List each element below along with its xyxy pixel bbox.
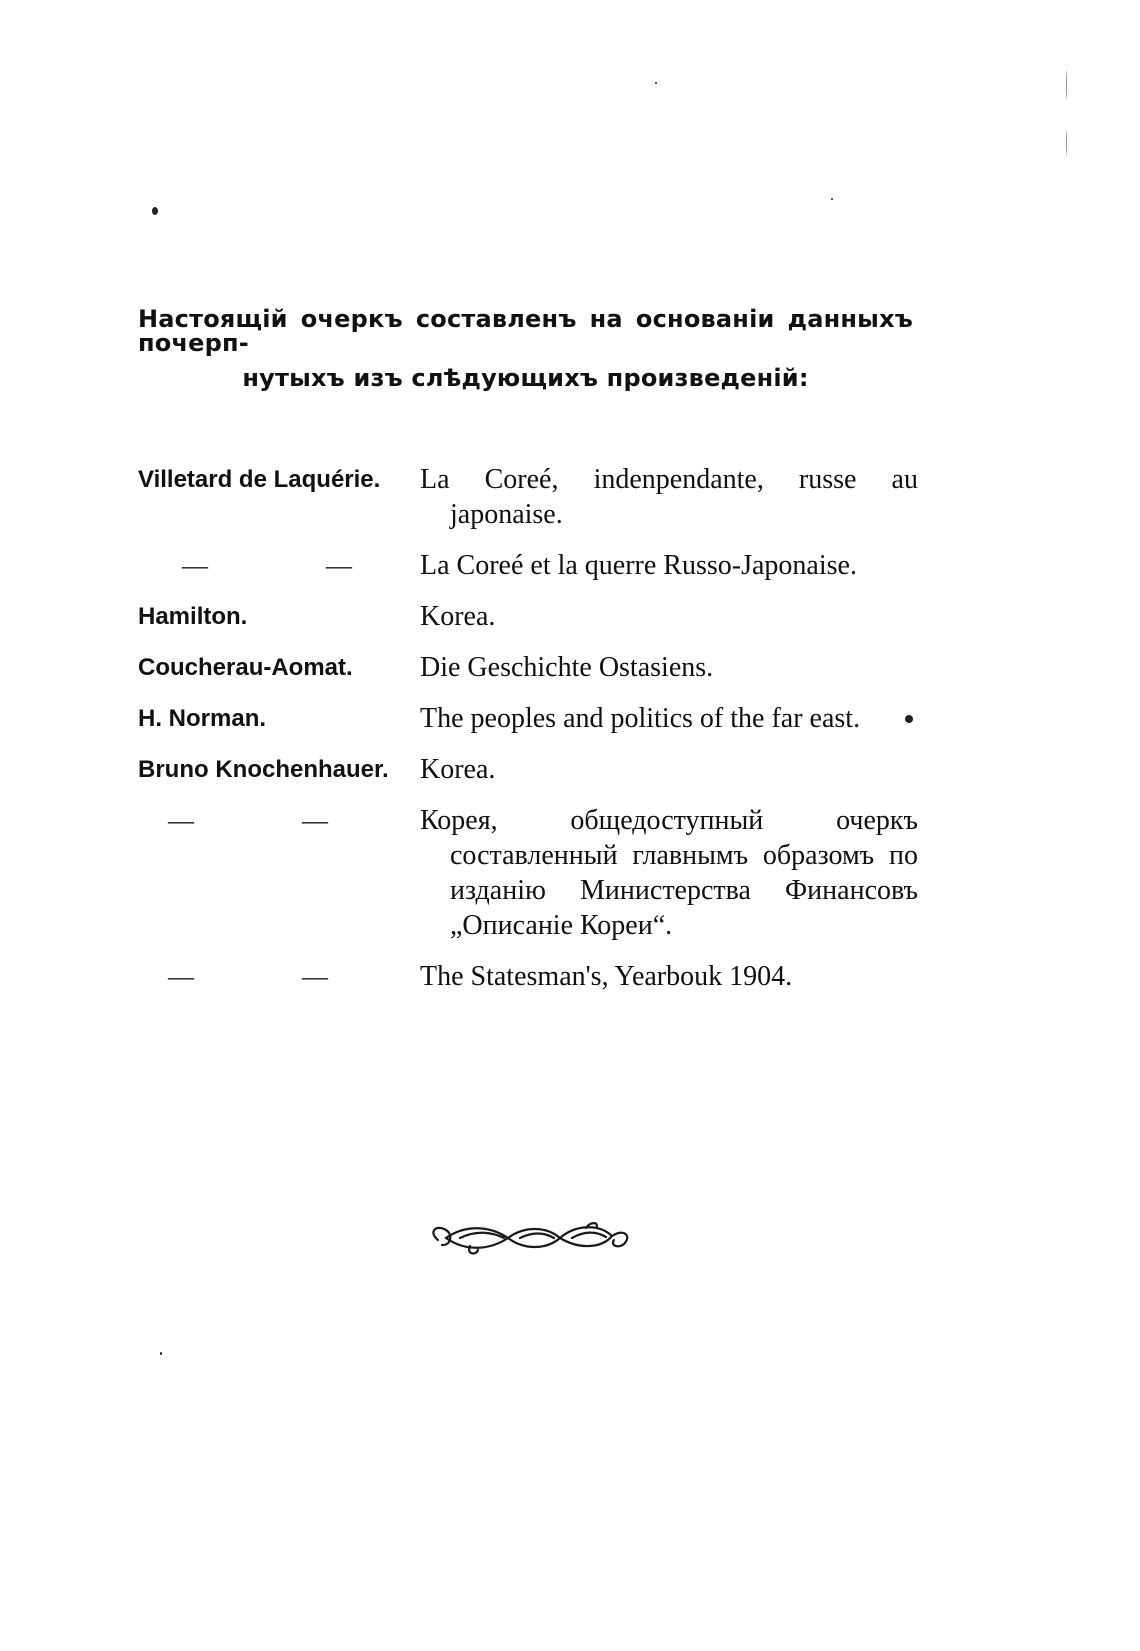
page-heading-line-1: Настоящій очеркъ составленъ на основаніи данныхъ почерп- <box>138 305 913 357</box>
scan-speck <box>160 1352 162 1355</box>
entry-title: Korea. <box>420 601 496 632</box>
entry-author: Coucherau-Aomat. <box>138 654 353 681</box>
scan-speck <box>1066 70 1067 100</box>
scroll-ornament-icon <box>420 1218 640 1258</box>
ditto-dashes <box>138 803 420 838</box>
entry-title: La Coreé et la querre Russo-Japonaise. <box>420 550 857 581</box>
bibliography-entry <box>138 599 918 634</box>
bibliography-entry <box>138 752 918 787</box>
scan-speck <box>1066 130 1067 156</box>
entry-title: Корея, общедоступный очеркъ составленный главнымъ образомъ по изданію Министерства Финансовъ „Описаніе Кореи“. <box>420 805 918 941</box>
ditto-dash: — <box>168 806 194 835</box>
ditto-dash: — <box>182 551 208 580</box>
ditto-dashes <box>138 548 420 583</box>
ditto-dash: — <box>302 806 328 835</box>
bibliography-entry <box>138 548 918 583</box>
page-heading-line-2: нутыхъ изъ слѣдующихъ произведеній: <box>242 364 809 392</box>
ditto-dash: — <box>326 551 352 580</box>
scan-speck <box>655 82 657 84</box>
entry-title: The Statesman's, Yearbouk 1904. <box>420 961 793 992</box>
entry-author: H. Norman. <box>138 705 267 732</box>
entry-title: Korea. <box>420 754 496 785</box>
bibliography-entry <box>138 462 918 532</box>
ditto-dashes <box>138 959 420 994</box>
ditto-dash: — <box>168 962 194 991</box>
scan-speck <box>831 198 833 200</box>
bibliography-list <box>138 462 918 1010</box>
entry-title: The peoples and politics of the far east. <box>420 703 861 734</box>
entry-author: Villetard de Laquérie. <box>138 466 381 493</box>
ditto-dash: — <box>302 962 328 991</box>
bibliography-entry <box>138 803 918 943</box>
scan-speck <box>152 207 158 215</box>
bibliography-entry <box>138 959 918 994</box>
entry-author: Hamilton. <box>138 603 248 630</box>
bibliography-entry <box>138 701 918 736</box>
bibliography-entry <box>138 650 918 685</box>
entry-author: Bruno Knochenhauer. <box>138 756 389 783</box>
entry-title: Die Geschichte Ostasiens. <box>420 652 714 683</box>
entry-title: La Coreé, indenpendante, russe au japonaise. <box>420 464 918 530</box>
